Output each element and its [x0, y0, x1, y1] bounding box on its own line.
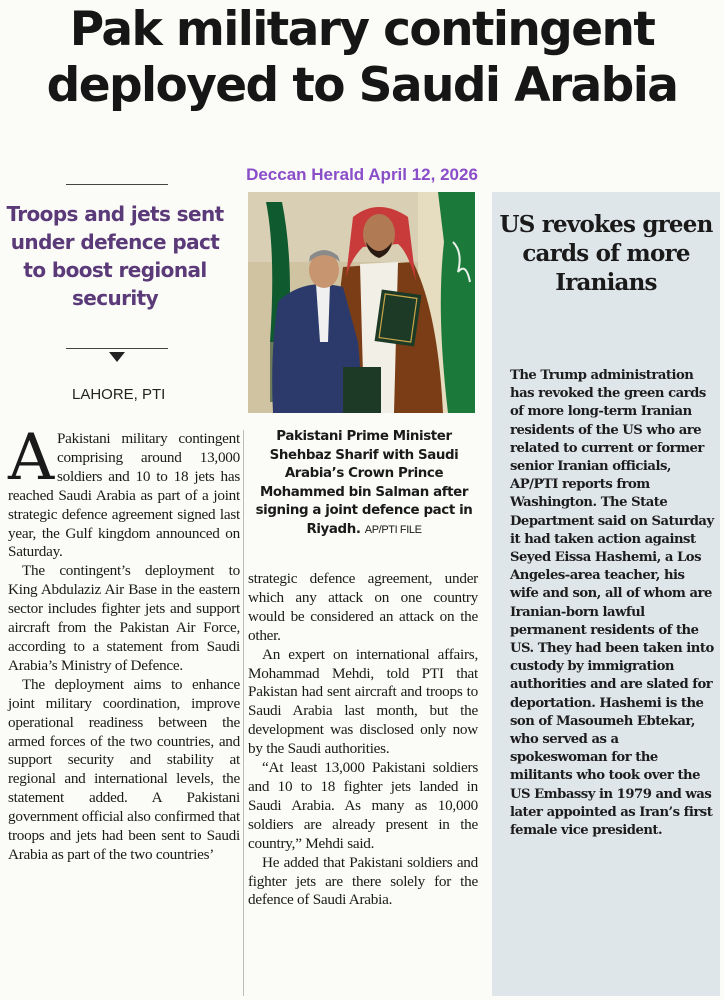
source-label: Deccan Herald April 12, 2026	[246, 165, 478, 184]
headline-line-1: Pak military contingent	[69, 2, 655, 57]
subhead: Troops and jets sent under defence pact to boost regional security	[6, 202, 224, 310]
story-paragraph-2: The contingent’s deployment to King Abdulaziz Air Base in the eastern sector includes fighter jets and support aircraft from the Pakistan Air Force, according to a statement from Saudi Arabia’s Ministry of Defence.	[8, 562, 240, 674]
subhead-rule-top	[66, 184, 168, 185]
photo-credit: AP/PTI FILE	[364, 523, 422, 536]
sidebar-title: US revokes green cards of more Iranians	[499, 211, 713, 296]
arrow-down-icon	[109, 352, 125, 362]
story-column-2	[248, 570, 478, 910]
photo-caption-text: Pakistani Prime Minister Shehbaz Sharif with Saudi Arabia’s Crown Prince Mohammed bin Salman after signing a joint defence pact in Riyadh.	[255, 429, 473, 537]
column-divider	[243, 430, 244, 996]
headline	[0, 2, 724, 114]
photo-caption	[253, 428, 475, 539]
drop-cap: A	[8, 421, 54, 495]
story-paragraph-3-continued: strategic defence agreement, under which any attack on one country would be considered an attack on the other.	[248, 570, 478, 644]
story-paragraph-1-text: Pakistani military contingent comprising around 13,000 soldiers and 10 to 18 jets has reached Saudi Arabia as part of a joint strategic defence agreement signed last year, the Gulf kingdom announced on Saturday.	[8, 430, 240, 561]
sidebar-body: The Trump administration has revoked the green cards of more long-term Iranian residents of the US who are related to current or former senior Iranian officials, AP/PTI reports from Washington. The State Department said on Saturday it had taken action against Seyed Eissa Hashemi, a Los Angeles-area teacher, his wife and son, all of whom are Iranian-born lawful permanent residents of the US. They had been taken into custody by immigration authorities and are slated for deportation. Hashemi is the son of Masoumeh Ebtekar, who served as a spokeswoman for the militants who took over the US Embassy in 1979 and was later appointed as Iran’s first female vice president.	[510, 368, 714, 839]
story-paragraph-6: He added that Pakistani soldiers and fighter jets are there solely for the defence of Saudi Arabia.	[248, 853, 478, 909]
story-paragraph-3: The deployment aims to enhance joint military coordination, improve operational readiness between the armed forces of the two countries, and support security and stability at regional and international levels, the statement added. A Pakistani government official also confirmed that troops and jets had been sent to Saudi Arabia as part of the two countries’	[8, 675, 240, 863]
story-paragraph-5: “At least 13,000 Pakistani soldiers and 10 to 18 fighter jets landed in Saudi Arabia. As many as 10,000 soldiers are already present in the country,” Mehdi said.	[248, 759, 478, 852]
story-paragraph-1	[8, 421, 240, 562]
story-paragraph-4: An expert on international affairs, Mohammad Mehdi, told PTI that Pakistan had sent aircraft and troops to Saudi Arabia last month, but the development was disclosed only now by the Saudi authorities.	[248, 645, 478, 758]
photo-illustration	[248, 192, 475, 413]
headline-line-2: deployed to Saudi Arabia	[46, 58, 678, 113]
dateline: LAHORE, PTI	[72, 386, 166, 403]
news-photo	[248, 192, 475, 413]
subhead-rule-bottom	[66, 348, 168, 349]
story-column-1	[8, 421, 240, 865]
